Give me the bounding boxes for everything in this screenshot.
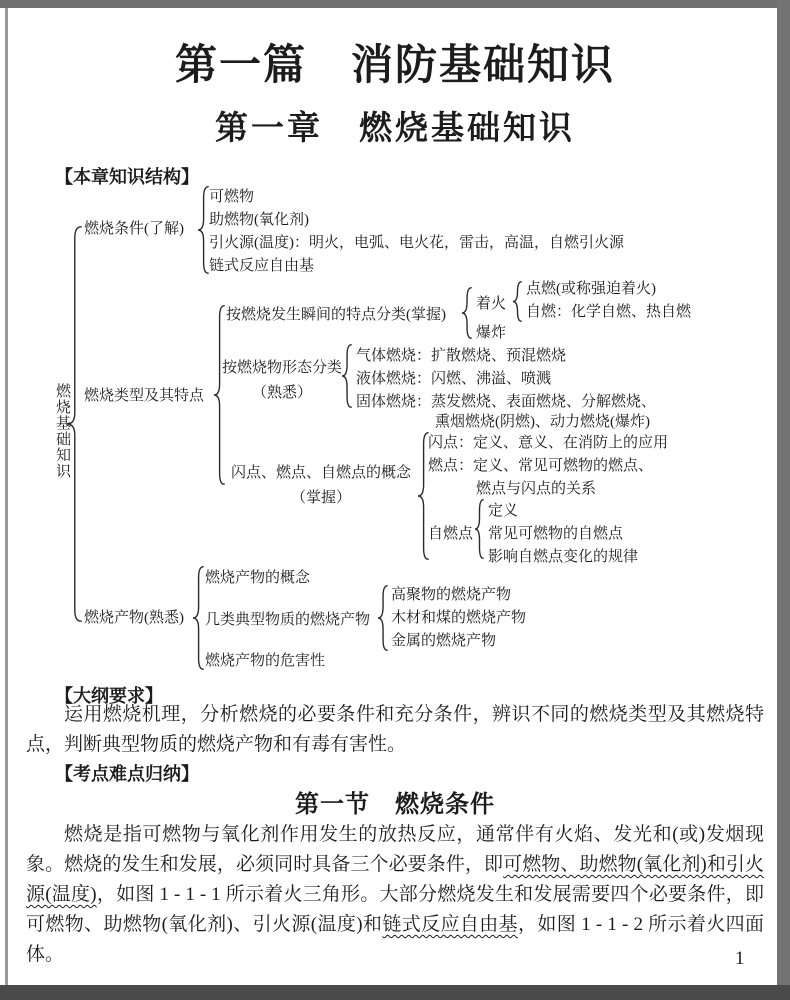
- brace-auto-ignition-icon: [474, 499, 484, 559]
- auto-ignition-item: 常见可燃物的自燃点: [488, 526, 624, 542]
- main-paragraph: [26, 820, 764, 970]
- diagram-root-label: 燃烧基础知识: [54, 383, 70, 479]
- brace-root-icon: [66, 226, 82, 622]
- knowledge-structure-diagram: [0, 185, 790, 680]
- by-moment-label: 按燃烧发生瞬间的特点分类(掌握): [226, 307, 446, 323]
- brace-typical-icon: [377, 585, 388, 651]
- knowledge-structure-heading: 【本章知识结构】: [55, 167, 199, 187]
- condition-item: 引火源(温度)：明火，电弧、电火花，雷击，高温，自燃引火源: [209, 235, 624, 251]
- paragraph-segment: ，如图 1 - 1 - 1 所示着火三角形。大部分燃烧发生和发展需要四个必要条件，即可燃物、助燃物(氧化剂)、引火源(温度)和: [26, 884, 765, 935]
- ignition-item: 点燃(或称强迫着火): [526, 281, 656, 297]
- brace-by-moment-icon: [461, 287, 472, 339]
- auto-ignition-item: 影响自燃点变化的规律: [488, 549, 639, 565]
- outline-heading: 【大纲要求】: [55, 686, 163, 706]
- branch-conditions-label: 燃烧条件(了解): [84, 221, 184, 237]
- typical-item: 金属的燃烧产物: [391, 633, 497, 649]
- ignition-label: 着火: [476, 296, 507, 312]
- brace-products-icon: [192, 566, 204, 670]
- by-form-label: [220, 356, 344, 406]
- products-harm: 燃烧产物的危害性: [205, 653, 326, 669]
- brace-conditions-icon: [197, 186, 209, 274]
- points-label-line1: 闪点、燃点、自燃点的概念: [230, 465, 411, 481]
- condition-item: 可燃物: [209, 189, 255, 205]
- scan-border-top: [0, 0, 790, 8]
- form-item-continuation: 熏烟燃烧(阴燃)、动力燃烧(爆炸): [435, 414, 650, 430]
- form-item: 气体燃烧：扩散燃烧、预混燃烧: [356, 348, 567, 364]
- by-form-label-line2: （熟悉）: [251, 385, 312, 401]
- points-label-line2: （掌握）: [290, 490, 351, 506]
- typical-products-label: 几类典型物质的燃烧产物: [205, 612, 371, 628]
- part-title: 第一篇 消防基础知识: [174, 41, 615, 88]
- products-concept: 燃烧产物的概念: [205, 570, 311, 586]
- section-title: 第一节 燃烧条件: [295, 791, 495, 818]
- branch-types-label: 燃烧类型及其特点: [84, 388, 205, 404]
- auto-ignition-item: 定义: [488, 503, 519, 519]
- flash-point-item: 闪点：定义、意义、在消防上的应用: [428, 435, 669, 451]
- fire-point-item: 燃点：定义、常见可燃物的燃点、: [428, 458, 654, 474]
- fire-point-continuation: 燃点与闪点的关系: [476, 481, 597, 497]
- page-number: 1: [735, 948, 745, 969]
- condition-item: 链式反应自由基: [209, 258, 315, 274]
- paragraph-segment-emphasized: 链式反应自由基: [382, 914, 518, 935]
- paragraph-segment: 燃烧是指可燃物与氧化剂作用发生的放热反应，通常伴有火焰、发光和(或)发烟现象。燃烧的发生和发展，必须同时具备三个必要条件，即: [26, 824, 764, 875]
- explosion-label: 爆炸: [476, 325, 507, 341]
- paragraph-segment-emphasized: 可燃物、助燃物(氧化剂)和引火源(温度): [26, 854, 764, 905]
- key-points-heading: 【考点难点归纳】: [55, 764, 199, 784]
- by-form-label-line1: 按燃烧物形态分类: [221, 360, 342, 376]
- paragraph-segment: ，如图 1 - 1 - 2 所示着火四面体。: [26, 914, 764, 965]
- outline-paragraph: 运用燃烧机理，分析燃烧的必要条件和充分条件，辨识不同的燃烧类型及其燃烧特点，判断典型物质的燃烧产物和有毒有害性。: [26, 704, 764, 755]
- auto-ignition-label: 自燃点: [428, 526, 474, 542]
- typical-item: 高聚物的燃烧产物: [391, 587, 512, 603]
- condition-item: 助燃物(氧化剂): [209, 212, 309, 228]
- ignition-item: 自燃：化学自燃、热自燃: [526, 304, 692, 320]
- branch-products-label: 燃烧产物(熟悉): [84, 610, 184, 626]
- points-label: [222, 461, 420, 511]
- form-item: 固体燃烧：蒸发燃烧、表面燃烧、分解燃烧、: [356, 394, 657, 410]
- typical-item: 木材和煤的燃烧产物: [391, 610, 527, 626]
- form-item: 液体燃烧：闪燃、沸溢、喷溅: [356, 371, 552, 387]
- scan-border-bottom: [0, 985, 790, 1000]
- brace-ignition-icon: [512, 281, 522, 322]
- chapter-title: 第一章 燃烧基础知识: [215, 111, 575, 147]
- brace-by-form-icon: [341, 344, 352, 408]
